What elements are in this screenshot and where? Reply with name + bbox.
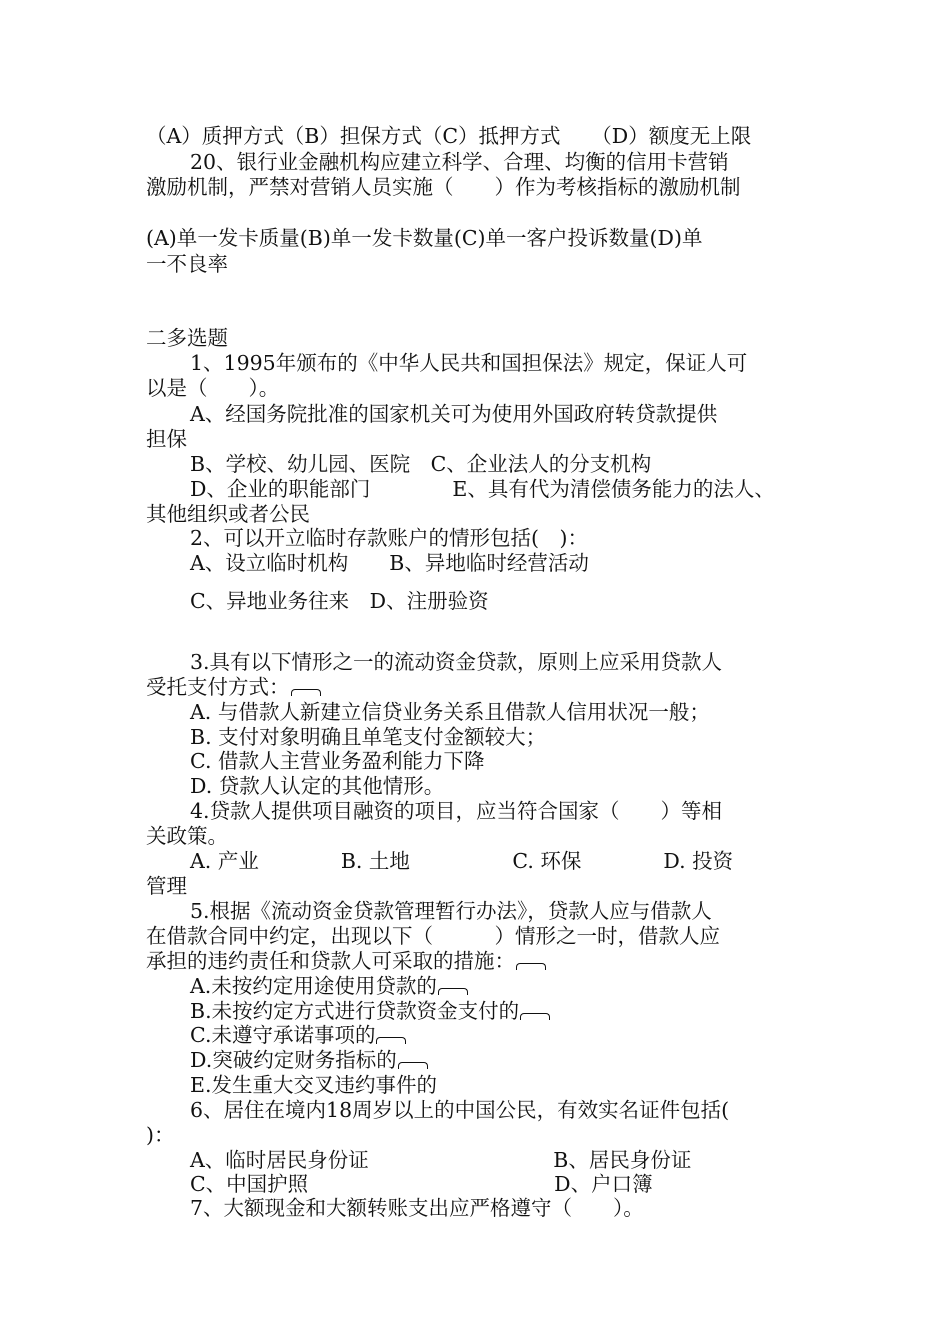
text-line	[190, 1048, 428, 1072]
text-line: 管理	[146, 874, 187, 898]
text-line: A、经国务院批准的国家机关可为使用外国政府转贷款提供	[190, 402, 718, 426]
text-line: 担保	[146, 427, 187, 451]
text-line: 6、居住在境内18周岁以上的中国公民，有效实名证件包括(	[190, 1098, 730, 1122]
text-line: 一不良率	[146, 252, 228, 276]
text-line	[190, 1023, 406, 1047]
text-line: A、临时居民身份证 B、居民身份证	[190, 1148, 692, 1172]
section-heading: 二多选题	[146, 326, 228, 350]
text-span: B.未按约定方式进行贷款资金支付的	[190, 999, 520, 1023]
text-line: (A)单一发卡质量(B)单一发卡数量(C)单一客户投诉数量(D)单	[146, 226, 703, 250]
text-line: A. 产业 B. 土地 C. 环保 D. 投资	[190, 849, 734, 873]
text-line: 3.具有以下情形之一的流动资金贷款，原则上应采用贷款人	[190, 650, 723, 674]
text-line: 7、大额现金和大额转账支出应严格遵守（ ）。	[190, 1196, 644, 1220]
text-line: 其他组织或者公民	[146, 502, 310, 526]
text-line	[190, 999, 550, 1023]
field-mark	[291, 689, 321, 696]
text-line: C、中国护照 D、户口簿	[190, 1172, 653, 1196]
text-span: D.突破约定财务指标的	[190, 1048, 397, 1072]
text-line: 5.根据《流动资金贷款管理暂行办法》，贷款人应与借款人	[190, 899, 712, 923]
text-line: B. 支付对象明确且单笔支付金额较大；	[190, 725, 547, 749]
field-mark	[516, 963, 546, 970]
field-mark	[438, 988, 468, 995]
text-line: A. 与借款人新建立信贷业务关系且借款人信用状况一般；	[190, 700, 710, 724]
text-line: 20、银行业金融机构应建立科学、合理、均衡的信用卡营销	[190, 150, 729, 174]
text-line: )：	[146, 1123, 175, 1147]
text-line: E.发生重大交叉违约事件的	[190, 1073, 437, 1097]
text-line: A、设立临时机构 B、异地临时经营活动	[190, 551, 589, 575]
field-mark	[520, 1013, 550, 1020]
text-line: 以是（ ）。	[146, 376, 280, 400]
text-line: 2、可以开立临时存款账户的情形包括( )：	[190, 526, 589, 550]
text-span: A.未按约定用途使用贷款的	[190, 974, 437, 998]
text-line: C、异地业务往来 D、注册验资	[190, 589, 489, 613]
text-line: B、学校、幼儿园、医院 C、企业法人的分支机构	[190, 452, 652, 476]
text-line: D. 贷款人认定的其他情形。	[190, 774, 445, 798]
field-mark	[398, 1062, 428, 1069]
text-line	[146, 949, 546, 973]
text-span: C.未遵守承诺事项的	[190, 1023, 376, 1047]
text-line: 4.贷款人提供项目融资的项目，应当符合国家（ ）等相	[190, 799, 723, 823]
text-line	[146, 675, 321, 699]
text-line: 激励机制，严禁对营销人员实施（ ）作为考核指标的激励机制	[146, 175, 741, 199]
text-span: 承担的违约责任和贷款人可采取的措施：	[146, 949, 515, 973]
text-line	[190, 974, 468, 998]
field-mark	[376, 1037, 406, 1044]
text-line: D、企业的职能部门 E、具有代为清偿债务能力的法人、	[190, 477, 775, 501]
text-line: 在借款合同中约定，出现以下（ ）情形之一时，借款人应	[146, 924, 720, 948]
text-span: 受托支付方式：	[146, 675, 290, 699]
text-line: 关政策。	[146, 824, 228, 848]
text-line: C. 借款人主营业务盈利能力下降	[190, 749, 485, 773]
text-line: 1、1995年颁布的《中华人民共和国担保法》规定，保证人可	[190, 351, 748, 375]
text-line: （A）质押方式（B）担保方式（C）抵押方式 （D）额度无上限	[146, 124, 752, 148]
